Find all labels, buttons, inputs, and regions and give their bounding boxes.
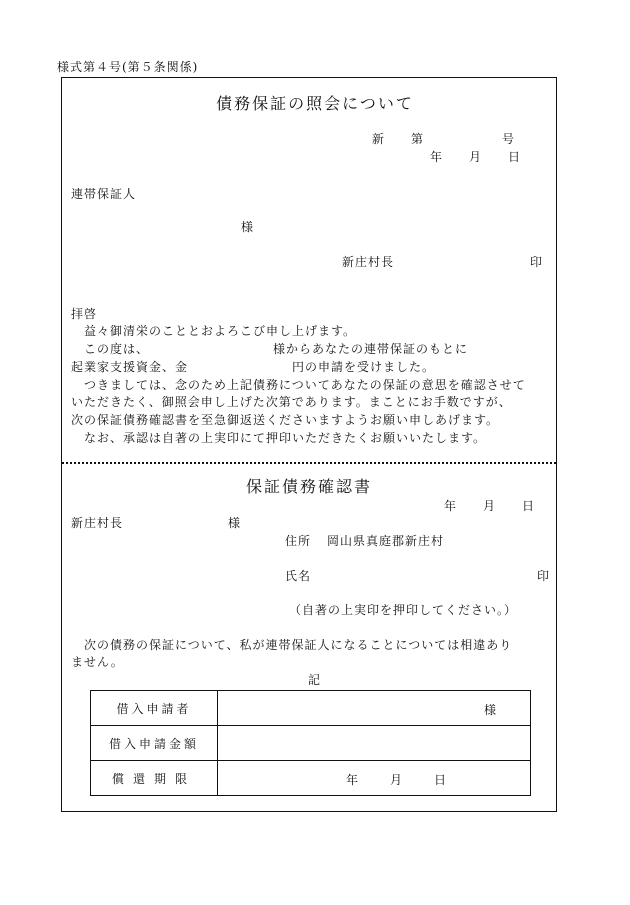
- confirmation-honorific: 様: [228, 516, 242, 530]
- repayment-value: [218, 761, 531, 796]
- table-row: [91, 691, 531, 726]
- name-label: 氏名: [285, 569, 312, 583]
- repayment-label: 償還期限: [91, 761, 218, 796]
- body-line: なお、承認は自著の上実印にて押印いただきたくお願いいたします。: [84, 431, 487, 445]
- sender-seal: 印: [530, 255, 544, 269]
- repayment-day: 日: [434, 773, 447, 787]
- seal-note: （自著の上実印を押印してください。）: [289, 603, 518, 617]
- address-value: 岡山県真庭郡新庄村: [327, 534, 445, 548]
- address-label: 住所: [285, 534, 312, 548]
- addressee-honorific: 様: [241, 220, 255, 234]
- statement-line: 次の債務の保証について、私が連帯保証人になることについては相違あり: [84, 638, 513, 652]
- confirmation-addressee: 新庄村長: [71, 516, 124, 530]
- body-line: いただきたく、御照会申し上げた次第であります。まことにお手数ですが、: [71, 395, 512, 409]
- applicant-honorific: 様: [484, 703, 497, 717]
- table-row: [91, 726, 531, 761]
- confirmation-date-line: 年 月 日: [444, 499, 536, 513]
- body-line: 益々御清栄のこととおよろこび申し上げます。: [84, 324, 357, 338]
- body-line: 起業家支援資金、金 円の申請を受けました。: [71, 360, 436, 374]
- applicant-value: [218, 691, 531, 726]
- sender-mayor: 新庄村長: [342, 255, 395, 269]
- statement-line: ません。: [71, 655, 124, 669]
- inquiry-date-line: 年 月 日: [430, 150, 522, 164]
- repayment-month: 月: [390, 773, 403, 787]
- body-line: この度は、 様からあなたの連帯保証のもとに: [84, 342, 469, 356]
- body-line: つきましては、念のため上記債務についてあなたの保証の意思を確認させて: [84, 378, 526, 392]
- addressee-label: 連帯保証人: [71, 187, 137, 201]
- body-line: 次の保証債務確認書を至急御返送くださいますようお願い申しあげます。: [71, 413, 500, 427]
- applicant-label: 借入申請者: [91, 691, 218, 726]
- inquiry-title: 債務保証の照会について: [216, 94, 414, 113]
- reference-number-line: 新 第 号: [372, 132, 516, 146]
- table-row: [91, 761, 531, 796]
- cut-line: [62, 462, 556, 464]
- form-label: 様式第４号(第５条関係): [57, 60, 199, 74]
- name-seal: 印: [537, 569, 551, 583]
- amount-value: [218, 726, 531, 761]
- ki-mark: 記: [308, 673, 322, 687]
- amount-label: 借入申請金額: [91, 726, 218, 761]
- repayment-year: 年: [346, 773, 359, 787]
- loan-table: [90, 690, 531, 796]
- greeting: 拝啓: [71, 307, 98, 321]
- confirmation-title: 保証債務確認書: [245, 477, 372, 496]
